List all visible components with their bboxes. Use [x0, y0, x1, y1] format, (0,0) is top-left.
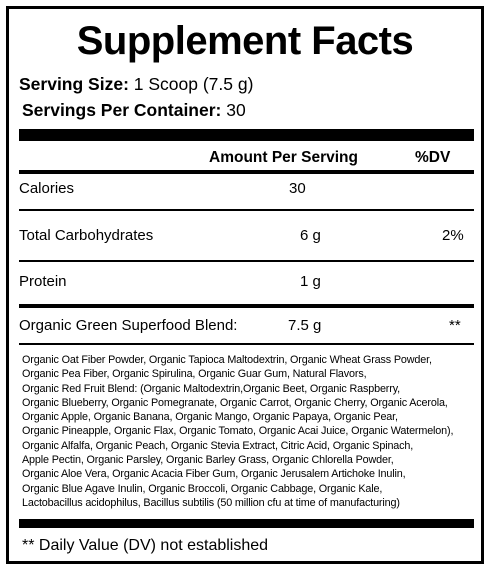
serving-size-label: Serving Size:: [19, 74, 129, 94]
servings-per-container: [22, 99, 246, 121]
row-divider: [19, 260, 474, 262]
medium-divider: [19, 170, 474, 174]
ingredients-line: Lactobacillus acidophilus, Bacillus subtilis (50 million cfu at time of manufacturing): [22, 496, 400, 509]
ingredients-line: Organic Blue Agave Inulin, Organic Broccoli, Organic Cabbage, Organic Kale,: [22, 482, 383, 495]
ingredients-list: [22, 353, 474, 510]
row-divider: [19, 343, 474, 345]
servings-per-container-label: Servings Per Container:: [22, 100, 222, 120]
label-title: Supplement Facts: [76, 19, 414, 63]
row-carbohydrates-amount: 6 g: [300, 227, 321, 244]
supplement-facts-label: [6, 6, 484, 564]
row-calories-amount: 30: [289, 180, 306, 197]
serving-size-value: 1 Scoop (7.5 g): [133, 74, 254, 94]
medium-divider: [19, 304, 474, 308]
row-protein-amount: 1 g: [300, 273, 321, 290]
ingredients-line: Apple Pectin, Organic Parsley, Organic Barley Grass, Organic Chlorella Powder,: [22, 454, 394, 467]
serving-size: [19, 73, 253, 95]
ingredients-line: Organic Red Fruit Blend: (Organic Maltodextrin,Organic Beet, Organic Raspberry,: [22, 382, 400, 395]
ingredients-line: Organic Aloe Vera, Organic Acacia Fiber Gum, Organic Jerusalem Artichoke Inulin,: [22, 468, 406, 481]
thick-divider: [19, 519, 474, 528]
ingredients-line: Organic Pineapple, Organic Flax, Organic Tomato, Organic Acai Juice, Organic Watermelon),: [22, 425, 454, 438]
ingredients-line: Organic Blueberry, Organic Pomegranate, Organic Carrot, Organic Cherry, Organic Acerola,: [22, 396, 448, 409]
row-divider: [19, 209, 474, 211]
thick-divider: [19, 129, 474, 141]
row-blend-name: Organic Green Superfood Blend:: [19, 317, 238, 334]
row-calories-name: Calories: [19, 180, 75, 197]
ingredients-line: Organic Oat Fiber Powder, Organic Tapioca Maltodextrin, Organic Wheat Grass Powder,: [22, 354, 432, 366]
row-carbohydrates-name: Total Carbohydrates: [19, 227, 154, 244]
footnote: ** Daily Value (DV) not established: [22, 537, 269, 554]
row-blend-dv: **: [449, 317, 461, 334]
header-dv: %DV: [415, 149, 451, 166]
header-amount-per-serving: Amount Per Serving: [209, 149, 358, 166]
row-carbohydrates-dv: 2%: [442, 227, 464, 244]
ingredients-line: Organic Apple, Organic Banana, Organic Mango, Organic Papaya, Organic Pear,: [22, 411, 398, 424]
row-blend-amount: 7.5 g: [288, 317, 322, 334]
servings-per-container-value: 30: [226, 100, 246, 120]
ingredients-line: Organic Alfalfa, Organic Peach, Organic Stevia Extract, Citric Acid, Organic Spinach,: [22, 439, 414, 452]
row-protein-name: Protein: [19, 273, 67, 290]
ingredients-line: Organic Pea Fiber, Organic Spirulina, Organic Guar Gum, Natural Flavors,: [22, 368, 367, 381]
